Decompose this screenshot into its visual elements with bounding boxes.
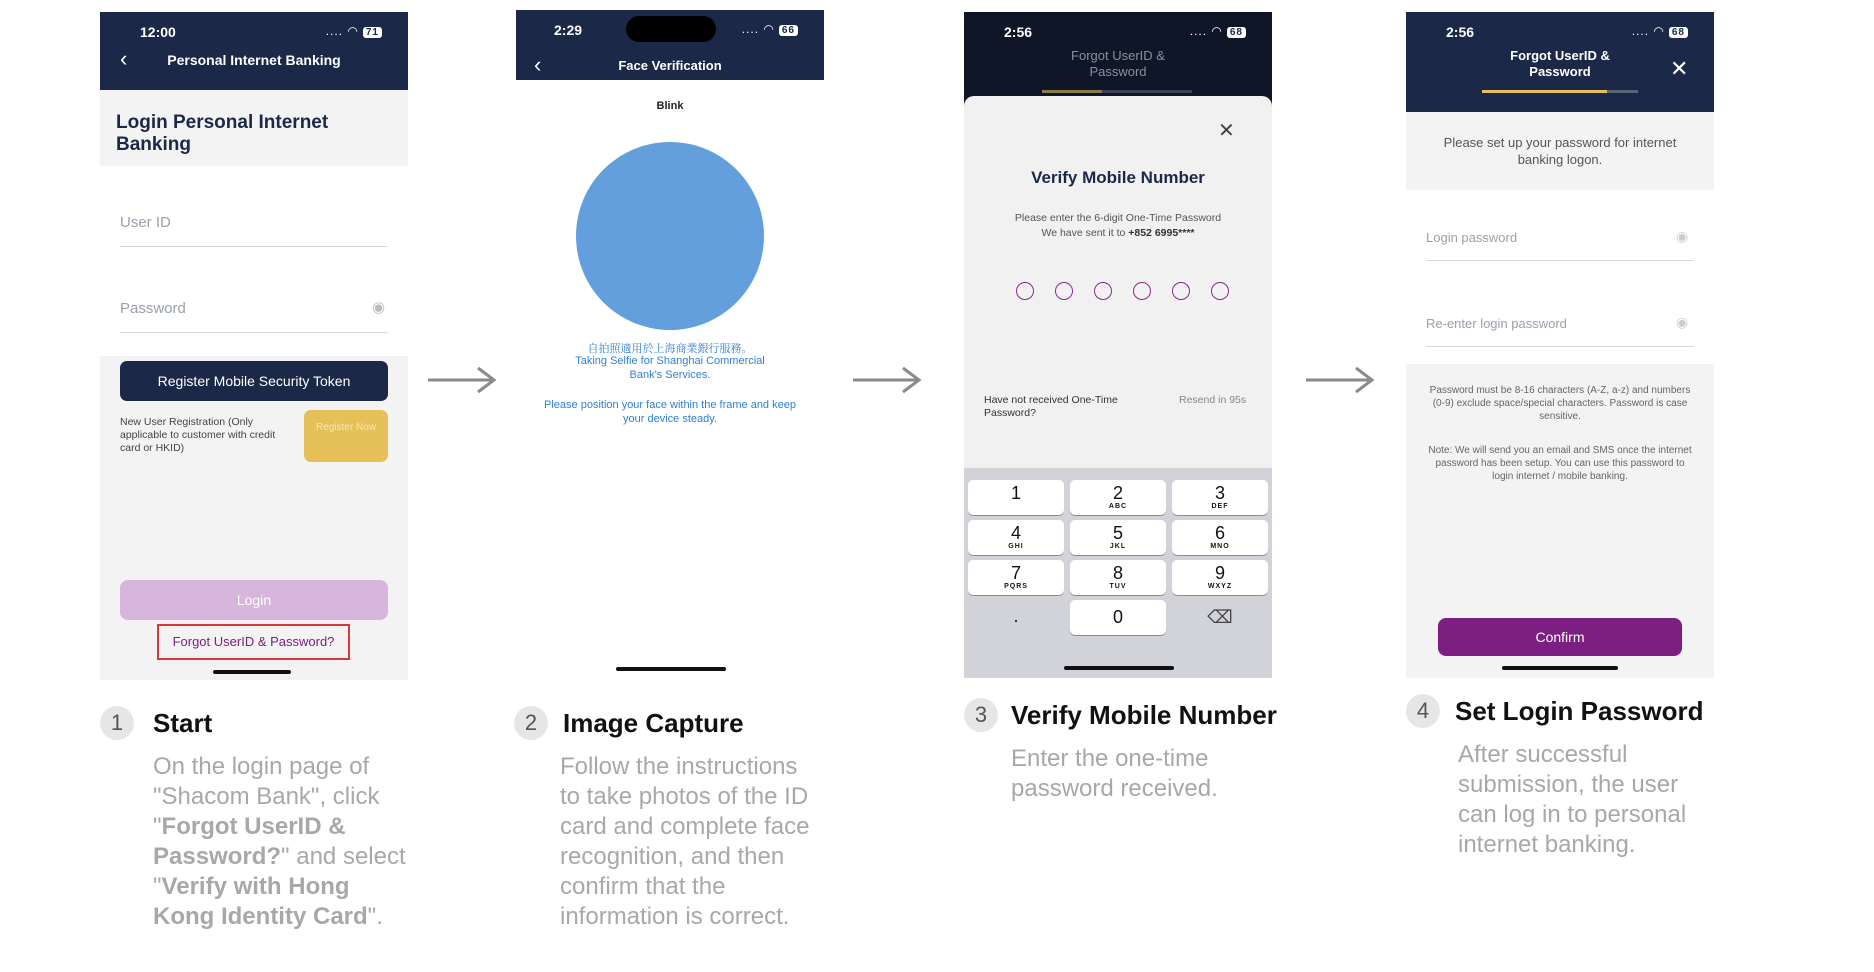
step-number-1: 1 [100, 706, 134, 740]
status-time: 2:56 [1446, 24, 1475, 40]
app-header [516, 10, 824, 80]
progress-bar [1482, 90, 1638, 93]
step-title-4: Set Login Password [1455, 696, 1704, 726]
home-indicator [1502, 666, 1618, 670]
page-title: Login Personal Internet Banking [116, 112, 329, 155]
home-indicator [1064, 666, 1174, 670]
step-desc-2: Follow the instructions to take photos of the ID card and complete face recognition, and then confirm that the information is correct. [560, 753, 810, 930]
reenter-password-input[interactable]: Re-enter login password [1426, 316, 1567, 331]
home-indicator [213, 670, 291, 674]
phone-screen-login [100, 12, 408, 680]
key-0[interactable]: 0 [1070, 600, 1166, 635]
status-icons: .... ◠ 71 [326, 24, 382, 38]
blink-label: Blink [656, 100, 684, 112]
forgot-userid-password-link[interactable]: Forgot UserID & Password? [157, 624, 350, 660]
eye-icon[interactable]: ◉ [1676, 228, 1689, 244]
intro-text: Please set up your password for internet banking logon. [1443, 135, 1677, 167]
register-now-button[interactable]: Register Now [304, 410, 388, 462]
step-desc-1: On the login page of "Shacom Bank", click "Forgot UserID & Password?" and select "Verify with Hong Kong Identity Card". [153, 753, 406, 930]
login-password-underline [1426, 260, 1694, 261]
key-8[interactable]: 8 TUV [1070, 560, 1166, 595]
header-title: Personal Internet Banking [167, 52, 341, 68]
password-underline [120, 332, 388, 333]
key-4[interactable]: 4 GHI [968, 520, 1064, 555]
step-number-2: 2 [514, 706, 548, 740]
header-title: Forgot UserID & Password [1071, 48, 1165, 79]
userid-underline [120, 246, 388, 247]
key-dot[interactable]: . [1013, 606, 1019, 626]
selfie-chinese-text: 自拍照適用於上海商業銀行服務。 [587, 343, 753, 355]
face-frame-circle [576, 142, 764, 330]
home-indicator [616, 667, 726, 671]
battery-icon: 68 [1669, 27, 1688, 38]
key-5[interactable]: 5 JKL [1070, 520, 1166, 555]
phone-screen-face-verification [516, 10, 824, 680]
progress-bar [1042, 90, 1192, 93]
step-title-2: Image Capture [563, 708, 744, 738]
key-7[interactable]: 7 PQRS [968, 560, 1064, 595]
otp-instruction-line1: Please enter the 6-digit One-Time Password [1014, 212, 1222, 224]
otp-digit-6[interactable] [1211, 282, 1229, 300]
battery-icon: 68 [1227, 27, 1246, 38]
numeric-keypad [964, 468, 1272, 678]
key-3[interactable]: 3 DEF [1172, 480, 1268, 515]
step-number-3: 3 [964, 698, 998, 732]
password-input[interactable]: Password [120, 300, 186, 317]
login-button[interactable]: Login [120, 580, 388, 620]
eye-icon[interactable]: ◉ [1676, 314, 1689, 330]
dynamic-island [626, 16, 716, 42]
status-time: 12:00 [140, 24, 176, 40]
masked-phone-number: +852 6995**** [1128, 227, 1195, 239]
reenter-password-underline [1426, 346, 1694, 347]
eye-icon[interactable]: ◉ [372, 299, 386, 316]
otp-digit-3[interactable] [1094, 282, 1112, 300]
password-form [1406, 190, 1714, 364]
close-icon[interactable]: ✕ [1218, 120, 1235, 142]
dialog-title: Verify Mobile Number [1031, 168, 1205, 187]
not-received-text: Have not received One-Time Password? [984, 394, 1118, 419]
header-title: Forgot UserID & Password [1510, 48, 1610, 79]
status-icons: .... ◠ 68 [1190, 24, 1246, 38]
status-time: 2:29 [554, 22, 583, 38]
status-icons: .... ◠ 66 [742, 22, 798, 36]
arrow-right-icon [851, 365, 923, 395]
phone-screen-set-password [1406, 12, 1714, 678]
password-note: Note: We will send you an email and SMS once the internet password has been setup. You can use this password to login internet / mobile banking. [1428, 445, 1692, 482]
resend-countdown: Resend in 95s [1179, 394, 1247, 406]
confirm-button[interactable]: Confirm [1438, 618, 1682, 656]
arrow-right-icon [426, 365, 498, 395]
back-chevron-icon[interactable]: ‹ [120, 46, 128, 71]
phone-screen-verify-mobile [964, 12, 1272, 678]
selfie-english-text: Taking Selfie for Shanghai Commercial Bank's Services. [575, 355, 765, 381]
position-instruction: Please position your face within the frame and keep your device steady. [544, 399, 796, 425]
header-title: Face Verification [618, 58, 722, 73]
status-icons: .... ◠ 68 [1632, 24, 1688, 38]
new-user-text: New User Registration (Only applicable to customer with credit card or HKID) [120, 416, 276, 454]
backspace-icon[interactable]: ⌫ [1207, 607, 1233, 627]
password-rules: Password must be 8-16 characters (A-Z, a-z) and numbers (0-9) exclude space/special characters. Password is case sensitive. [1429, 385, 1691, 422]
step-title-1: Start [153, 708, 213, 738]
otp-digit-2[interactable] [1055, 282, 1073, 300]
battery-icon: 66 [779, 25, 798, 36]
app-header [964, 12, 1272, 108]
key-1[interactable]: 1 [968, 480, 1064, 515]
key-2[interactable]: 2 ABC [1070, 480, 1166, 515]
app-header [100, 12, 408, 90]
register-token-button[interactable]: Register Mobile Security Token [120, 361, 388, 401]
close-icon[interactable]: ✕ [1670, 56, 1689, 81]
step-title-3: Verify Mobile Number [1011, 700, 1277, 730]
step-desc-3: Enter the one-time password received. [1011, 745, 1218, 802]
key-9[interactable]: 9 WXYZ [1172, 560, 1268, 595]
key-6[interactable]: 6 MNO [1172, 520, 1268, 555]
otp-digit-1[interactable] [1016, 282, 1034, 300]
otp-instruction-line2: We have sent it to +852 6995**** [1041, 227, 1195, 239]
app-header [1406, 12, 1714, 112]
login-password-input[interactable]: Login password [1426, 230, 1518, 245]
wifi-icon: ◠ [347, 24, 359, 38]
userid-input[interactable]: User ID [120, 214, 171, 231]
otp-digit-4[interactable] [1133, 282, 1151, 300]
otp-digit-5[interactable] [1172, 282, 1190, 300]
login-form [100, 166, 408, 356]
battery-icon: 71 [363, 27, 382, 38]
back-chevron-icon[interactable]: ‹ [534, 52, 542, 77]
step-number-4: 4 [1406, 694, 1440, 728]
status-time: 2:56 [1004, 24, 1033, 40]
arrow-right-icon [1304, 365, 1376, 395]
step-desc-4: After successful submission, the user can log in to personal internet banking. [1458, 741, 1687, 858]
